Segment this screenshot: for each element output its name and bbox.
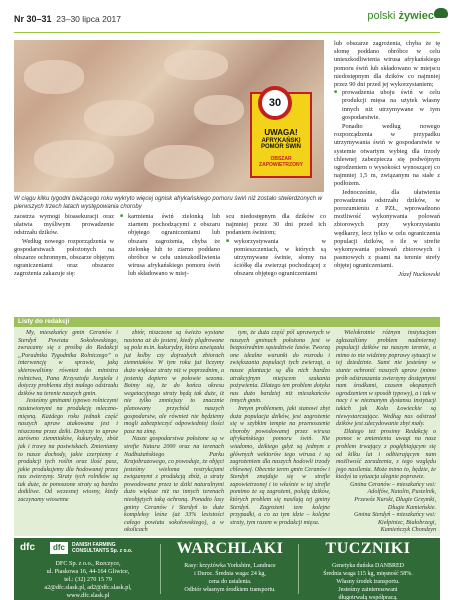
- letters-header: [14, 317, 440, 327]
- letters-column-1: [18, 330, 118, 505]
- paragraph: zbiór, niszczone są świeżo wysiane nasiona aż do jesieni, kiedy plądrowane są pola m.in. kukurydzy, która zawiązała już kolby czy dojrzałych zbiorach ziemniaków. W tym roku już liczymy dużo większe straty niż w poprzednim, a jesienią dopiero w połowie sezonu. Boimy się, że do końca okresu wegetacyjnego straty będą tak duże, iż nie tylko zmniejszy to znacznie planowany przychód naszych gospodarstw, ale również nie będziemy mogli zabezpieczyć odpowiedniej ilości pasz na zimę.: [124, 330, 224, 435]
- article-column-right: [334, 40, 440, 279]
- signoff-line: Adolfów, Natolin, Pustelnik,: [367, 489, 436, 496]
- article-column-3: [226, 213, 326, 280]
- letters-column-2: [124, 330, 224, 535]
- divider: [160, 544, 161, 594]
- pig-icon: [434, 8, 448, 18]
- magazine-logo: [367, 10, 434, 22]
- speed-limit-sign: 30: [258, 86, 292, 120]
- list-item: ■ prowadzenia uboju świń w celu produkcji mięsa na użytek własny innych niż utrzymywane w tym gospodarstwie.: [334, 89, 440, 122]
- advertisement: [14, 538, 440, 600]
- paragraph: zaostrza wymogi bioasekuracji oraz ułatwia myśliwym prowadzenie odstrzału dzików.: [14, 213, 114, 237]
- list-item: ■ karmienia świń zielonką lub ziarnem pochodzącymi z obszaru objętego ograniczeniami lub obszaru zagrożenia, chyba że zielonkę lub to ziarno poddano obróbce w celu unieszkodliwienia wirusa afrykańskiego pomoru świń lub składowano w miej-: [120, 213, 220, 279]
- article-column-2: [120, 213, 220, 280]
- signoff-line: Kamieńczyk Chondzyn: [380, 527, 436, 534]
- ad-line: Średnia waga 115 kg, mięsność 58%.: [323, 571, 413, 577]
- sign-text-disease: AFRYKAŃSKI POMÓR ŚWIŃ: [261, 138, 301, 150]
- tuczniki-title: TUCZNIKI: [325, 540, 411, 557]
- warchlaki-body: [164, 562, 296, 594]
- article-column-1: [14, 213, 114, 279]
- signoff-line: Przewóz Nurski, Długie Grzymki,: [354, 497, 436, 504]
- issue-number: Nr 30–31: [14, 14, 52, 24]
- address-line: ul. Piaskowa 16, 44-164 Gliwice,: [46, 568, 130, 575]
- paragraph: Jednocześnie, dla ułatwienia prowadzenia odstrzału dzików, w porozumieniu z PZŁ, wprowadzono możliwość wykonywania polowań zbiorowych przy wykorzystaniu wędkarzy, lecz tylko w celu ograniczenia populacji dzików, o ile w strefie wykonywania polowań zbiorowych i pasmowych z psami na terenie strefy objętej ograniczeniami.: [334, 188, 440, 270]
- signoff-line: Długie Kamieńskie.: [387, 504, 436, 511]
- ad-line: cena do ustalenia.: [208, 579, 252, 585]
- address-email[interactable]: a2@dfc.slask.pl, ad2@dfc.slask.pl,: [44, 584, 132, 591]
- warchlaki-title: WARCHLAKI: [176, 540, 284, 557]
- ad-line: Rasy: krzyżówka Yorkshire, Landrace: [184, 563, 276, 569]
- paragraph: Dlatego też prosimy Redakcję o pomoc w zmienieniu uwagi na nasz problem trwający z pogłębiającym się od kilku lat i odbierającym nam możliwość zaradzenia, z tego względu jego nasilenia. Może mimo to, będzie, że kiedyś ta sytuacja ulegnie poprawie.: [336, 428, 436, 481]
- paragraph: scu niedostępnym dla dzików co najmniej przez 30 dni przed ich podaniem świniom;: [226, 213, 326, 237]
- dfc-company-name: DANISH FARMING CONSULTANTS Sp. z o.o.: [72, 542, 133, 554]
- dfc-logo-text: dfc: [20, 542, 35, 553]
- signoff-line: Kiełpiniec, Białobrzegi,: [377, 519, 436, 526]
- address-phone: tel.: (32) 270 15 79: [64, 576, 112, 583]
- issue-dates: 23–30 lipca 2017: [56, 14, 122, 24]
- dfc-address: [20, 560, 156, 600]
- sign-text-warning: UWAGA!: [264, 128, 298, 137]
- ad-line: i Duroc. Średnia waga: 24 kg,: [194, 571, 266, 577]
- logo-main: żywiec: [398, 10, 434, 22]
- sign-text-zone: OBSZAR ZAPOWIETRZONY: [259, 156, 303, 168]
- tuczniki-body: [300, 562, 436, 600]
- paragraph: Według nowego rozporządzenia w gospodarstwach położonych na obszarze ochronnym, obszarze objętym ograniczeniami oraz obszarze zagrożenia zakazuje się:: [14, 237, 114, 278]
- paragraph: Innym problemem, jaki stanowi zbyt duża populacja dzików, jest zagrożenie się w szybkim tempie na przenoszenie choroby powodowanej przez wirusa afrykańskiego pomoru świń. Nie wiadomo, dzikiego gdyż są jednym z głównych wektorów tego wirusa i są zagrożeniem dla naszych hodowli trzody chlewnej. Obecnie teren gmin Ceranów i Sterdyń znajduje się w strefie zapowietrzonej i to właśnie w tej strefie pomimo że są zagrożeni, polują dzików, których problem się nasilają tej gminy Sterdyń. Zagrożeni tem kolejne przypadki, a co za tym idzie – kolejne straty, tym razem w produkcji mięsa.: [230, 405, 330, 526]
- paragraph: Jesteśmy gminami typowo rolniczymi nastawionymi na produkcję mleczno-mięsną. Każdego roku jednak część naszych upraw atakowana jest i niszczona przez dziki. Dotyczy to upraw zarówno ziemniaków, kukurydzy, zbóż jak i trawy na pastwiskach. Zmieniamy to nasze dochody, jakie czerpiemy z produkcji tych roślin oraz ilość pasz, jakie produkujemy dla hodowanej przez nas zwierzyny. Straty tych rolników są tak duże, że ponoszone straty są bardzo dotkliwe. Od wczesnej wiosny, kiedy zaczynamy wiosenne: [18, 398, 118, 504]
- ad-line: Jesteśmy zainteresowani: [338, 587, 398, 593]
- address-line: DFC Sp. z o.o., Rzeczyce,: [55, 560, 121, 567]
- signoff-line: Gmina Sterdyń – mieszkańcy wsi:: [353, 512, 436, 519]
- letters-column-4: [336, 330, 436, 535]
- ad-line: Własny środek transportu.: [336, 579, 400, 585]
- letters-box: [14, 317, 440, 536]
- logo-pre: polski: [367, 10, 396, 22]
- letters-title: Listy do redakcji: [18, 318, 70, 325]
- letters-column-3: [230, 330, 330, 527]
- ad-line: Genetyka duńska DANBRED: [332, 563, 404, 569]
- paragraph: tym, że duża część pól uprawnych w naszych gminach położona jest w bezpośrednim sąsiedztwie lasów. Tworzą one idealne warunki do rozrodu i zwiększania populacji tych zwierząt, a nasze plantacje są dla nich bardzo atrakcyjnym miejscem szukania pożywienia. Dlatego ten problem dotyka nas dużo bardziej niż mieszkańców innych gmin.: [230, 330, 330, 405]
- paragraph: Wielokrotnie różnym instytucjom zgłaszaliśmy problem nadmiernej populacji dzików na naszym terenie, a mimo to nie widzimy poprawy sytuacji w tej dziedzinie. Sami nie jesteśmy w stanie ochronić naszych upraw (mimo prób odstraszania zwierzyny dostępnymi nam środkami, czasem okopanych ogrodzeniem w sposób typowy), a i tak w nocy i w nieznanym dystansu instytucji takich jak Koła Łowieckie są niewystarczające. Według nas odstrzał dzików jest zdecydowanie zbyt mały.: [336, 330, 436, 428]
- paragraph: Nasze gospodarstwa położone są w strefie Natura 2000 oraz na terenach Nadbużańskiego Parku Krajobrazowego, co powoduje, że objęci jesteśmy wieloma restrykcjami związanymi z produkcją zbóż, a straty powodowane przez te dziki naturalnymi dużo większe niż na innych terenach nieobjętych taką ochroną. Ponadto lasy gminy Ceranów i Sterdyń to duże kompleksy leśne (aż 33% lesistości całego powiatu sokołowskiego), a w okolicach: [124, 436, 224, 534]
- author-signature: Józef Nuckowski: [398, 270, 440, 278]
- issue-info: [14, 14, 121, 24]
- page-header: [0, 0, 454, 38]
- header-divider: [14, 32, 440, 33]
- article-photo: [14, 40, 324, 192]
- ad-line: długotrwałą współpracą.: [338, 595, 398, 600]
- photo-caption: W ciągu kilku tygodni bieżącego roku wykryto więcej ognisk afrykańskiego pomoru świń niż zostało stwierdzonych w pierwszych trzech latach występowania choroby: [14, 196, 323, 210]
- paragraph: Ponadto według nowego rozporządzenia w przypadku utrzymywania świń w gospodarstwie w systemie otwartym wybieg dla trzody chlewnej zabezpiecza się podwójnym ogrodzeniem o wysokości wynoszącej co najmniej 1,5 m, związanym na stałe z podłożem.: [334, 123, 440, 188]
- paragraph: lub obszarze zagrożenia, chyba że tę słomę poddano obróbce w celu unieszkodliwienia wirusa afrykańskiego pomoru świń lub składowano w miejscu niedostępnym dla dzików co najmniej przez 90 dni przed jej wykorzystaniem;: [334, 40, 440, 89]
- signoff-line: Gmina Ceranów – mieszkańcy wsi:: [350, 481, 436, 488]
- paragraph: My, mieszkańcy gmin Ceranów i Sterdyń Powiatu Sokołowskiego, zwracamy się z prośbą do Redakcji „Poradnika Tygodnika Rolniczego” o interwencję w sprawie, jaką skierowaliśmy również do ministra rolnictwa, Pana Krzysztofa Jurgiela i dotyczy problemu zbyt małego odstrzału dzików na terenie naszych gmin.: [18, 330, 118, 397]
- list-item: ■ wykorzystywania w pomieszczeniach, w których są utrzymywane świnie, słomy na ściółkę dla zwierząt pochodzącej z obszaru objętego ograniczeniami: [226, 238, 326, 279]
- ad-line: Odbiór własnym środkiem transportu.: [184, 587, 276, 593]
- dfc-logo-icon: dfc: [50, 542, 68, 554]
- address-website[interactable]: www.dfc.slask.pl: [66, 592, 110, 599]
- divider: [298, 544, 299, 594]
